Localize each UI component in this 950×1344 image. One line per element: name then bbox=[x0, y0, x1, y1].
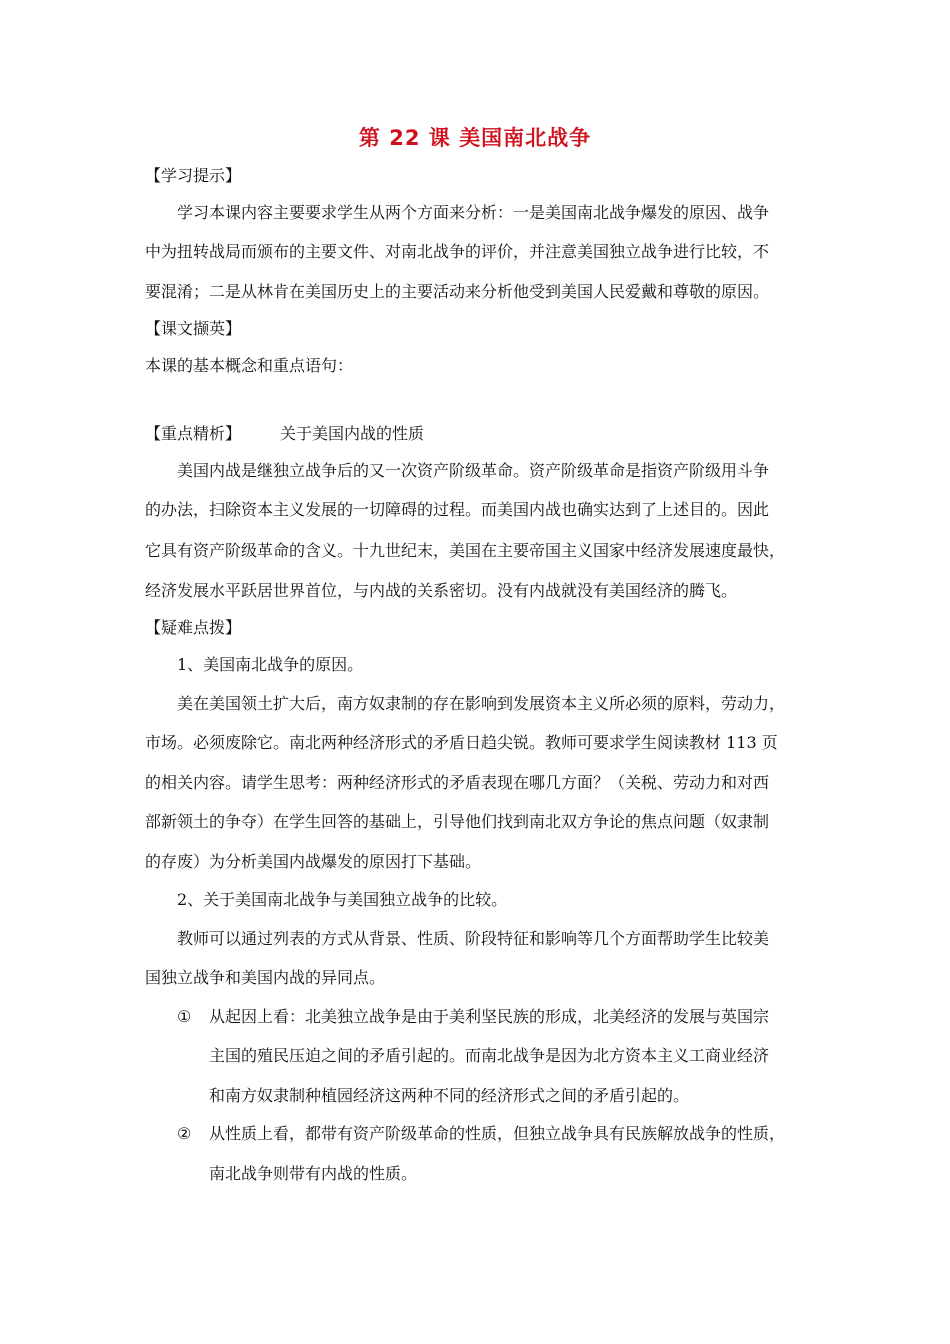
section-head-difficult: 【疑难点拨】 bbox=[145, 618, 242, 637]
section-head-excerpt: 【课文撷英】 bbox=[145, 319, 242, 338]
item1-line-2: 主国的殖民压迫之间的矛盾引起的。而南北战争是因为北方资本主义工商业经济 bbox=[209, 1046, 770, 1065]
item1-line-1: 从起因上看：北美独立战争是由于美利坚民族的形成，北美经济的发展与英国宗 bbox=[209, 1007, 770, 1026]
list-marker-2: ② bbox=[177, 1124, 192, 1143]
point1-line-2: 市场。必须废除它。南北两种经济形式的矛盾日趋尖锐。教师可要求学生阅读教材 113 页 bbox=[145, 733, 778, 752]
point2-line-1: 教师可以通过列表的方式从背景、性质、阶段特征和影响等几个方面帮助学生比较美 bbox=[177, 929, 770, 948]
page-title: 第 22 课 美国南北战争 bbox=[358, 126, 592, 150]
analysis-line-1: 美国内战是继独立战争后的又一次资产阶级革命。资产阶级革命是指资产阶级用斗争 bbox=[177, 461, 770, 480]
item2-line-2: 南北战争则带有内战的性质。 bbox=[209, 1164, 418, 1183]
point1-title: 1、美国南北战争的原因。 bbox=[177, 655, 364, 674]
section-head-analysis: 【重点精析】 bbox=[145, 424, 242, 443]
point1-line-1: 美在美国领土扩大后，南方奴隶制的存在影响到发展资本主义所必须的原料，劳动力， bbox=[177, 694, 786, 713]
point1-line-4: 部新领土的争夺）在学生回答的基础上，引导他们找到南北双方争论的焦点问题（奴隶制 bbox=[145, 812, 770, 831]
analysis-line-4: 经济发展水平跃居世界首位，与内战的关系密切。没有内战就没有美国经济的腾飞。 bbox=[145, 581, 738, 600]
point2-line-2: 国独立战争和美国内战的异同点。 bbox=[145, 968, 386, 987]
excerpt-line: 本课的基本概念和重点语句： bbox=[145, 356, 354, 375]
section-head-tips: 【学习提示】 bbox=[145, 166, 242, 185]
tips-line-2: 中为扭转战局而颁布的主要文件、对南北战争的评价，并注意美国独立战争进行比较，不 bbox=[145, 242, 770, 261]
item2-line-1: 从性质上看，都带有资产阶级革命的性质，但独立战争具有民族解放战争的性质， bbox=[209, 1124, 786, 1143]
analysis-line-2: 的办法，扫除资本主义发展的一切障碍的过程。而美国内战也确实达到了上述目的。因此 bbox=[145, 500, 770, 519]
point1-line-5: 的存废）为分析美国内战爆发的原因打下基础。 bbox=[145, 852, 482, 871]
tips-line-3: 要混淆；二是从林肯在美国历史上的主要活动来分析他受到美国人民爱戴和尊敬的原因。 bbox=[145, 282, 770, 301]
item1-line-3: 和南方奴隶制种植园经济这两种不同的经济形式之间的矛盾引起的。 bbox=[209, 1086, 690, 1105]
list-marker-1: ① bbox=[177, 1007, 192, 1026]
point2-title: 2、关于美国南北战争与美国独立战争的比较。 bbox=[177, 890, 508, 909]
point1-line-3: 的相关内容。请学生思考：两种经济形式的矛盾表现在哪几方面？（关税、劳动力和对西 bbox=[145, 773, 770, 792]
analysis-line-3: 它具有资产阶级革命的含义。十九世纪末，美国在主要帝国主义国家中经济发展速度最快， bbox=[145, 541, 786, 560]
analysis-subheading: 关于美国内战的性质 bbox=[280, 424, 425, 443]
tips-line-1: 学习本课内容主要要求学生从两个方面来分析：一是美国南北战争爆发的原因、战争 bbox=[177, 203, 770, 222]
